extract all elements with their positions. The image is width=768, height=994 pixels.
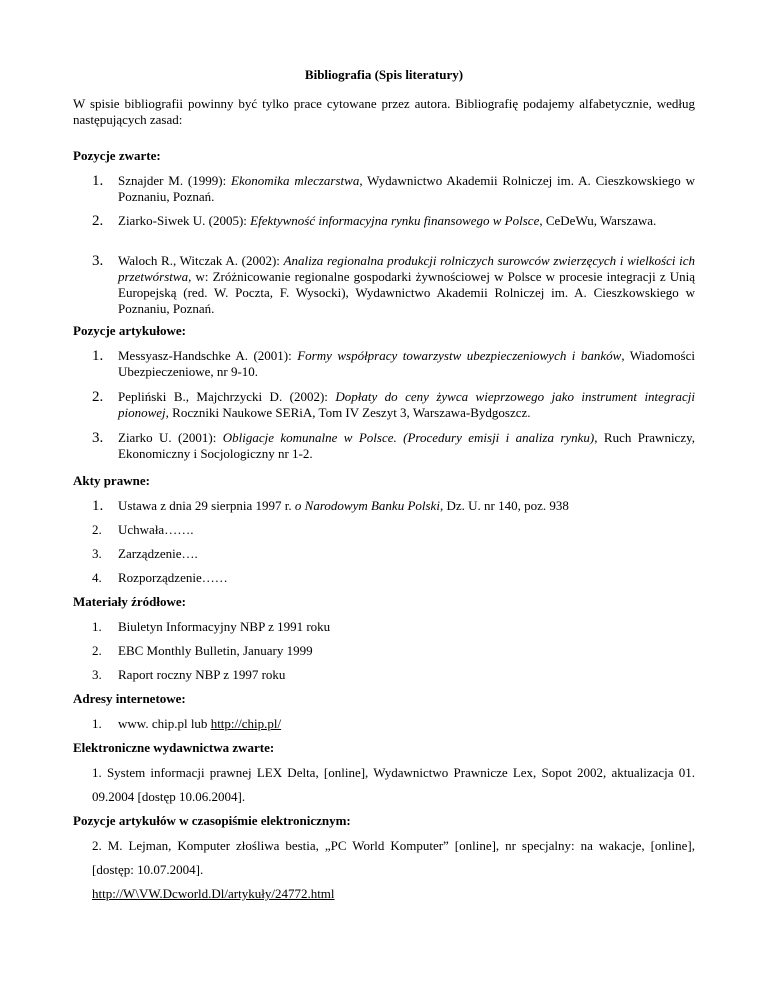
heading-pozycje-artykulowe: Pozycje artykułowe: [73, 323, 186, 338]
heading-pozycje-zwarte: Pozycje zwarte: [73, 148, 161, 163]
list-item: 2. M. Lejman, Komputer złośliwa bestia, „PC World Komputer” [online], nr specjalny: na wakacje, [online], [dostęp: 10.07.2004]. [92, 838, 695, 877]
list-item: 2. Ziarko-Siwek U. (2005): Efektywność informacyjna rynku finansowego w Polsce, CeDeWu, Warszawa. [92, 213, 657, 229]
chip-link[interactable]: http://chip.pl/ [210, 716, 282, 731]
list-item: 3. Zarządzenie…. [92, 546, 198, 561]
list-item: 2. Uchwała……. [92, 522, 194, 537]
heading-akty-prawne: Akty prawne: [73, 473, 150, 488]
page-title: Bibliografia (Spis literatury) [304, 67, 464, 82]
list-item: 1. Sznajder M. (1999): Ekonomika mleczarstwa, Wydawnictwo Akademii Rolniczej im. A. Cieszkowskiego w Poznaniu, Poznań. [92, 173, 696, 204]
list-item: 1. www. chip.pl lub http://chip.pl/ [92, 716, 282, 731]
heading-materialy-zrodlowe: Materiały źródłowe: [73, 594, 186, 609]
heading-adresy-internetowe: Adresy internetowe: [73, 691, 186, 706]
list-item: 3. Waloch R., Witczak A. (2002): Analiza regionalna produkcji rolniczych surowców zwierzęcych i wielkości ich przetwórstwa, w: Zróżnicowanie regionalne gospodarki żywnościowej w Polsce w procesie integracji z Unią Europejską (red. W. Poczta, F. Wysocki), Wydawnictwo Akademii Rolniczej im. A. Cieszkowskiego w Poznaniu, Poznań. [92, 253, 696, 316]
heading-czasopismo-elektroniczne: Pozycje artykułów w czasopiśmie elektronicznym: [73, 813, 351, 828]
list-item: 3. Ziarko U. (2001): Obligacje komunalne w Polsce. (Procedury emisji i analiza rynku), Ruch Prawniczy, Ekonomiczny i Socjologiczny nr 1-2. [92, 430, 696, 461]
list-item: 1. Messyasz-Handschke A. (2001): Formy współpracy towarzystw ubezpieczeniowych i banków, Wiadomości Ubezpieczeniowe, nr 9-10. [92, 348, 695, 379]
list-item: 4. Rozporządzenie…… [92, 570, 228, 585]
list-item: 1. Ustawa z dnia 29 sierpnia 1997 r. o Narodowym Banku Polski, Dz. U. nr 140, poz. 938 [92, 498, 569, 514]
list-item: 1. Biuletyn Informacyjny NBP z 1991 roku [92, 619, 331, 634]
intro-paragraph: W spisie bibliografii powinny być tylko prace cytowane przez autora. Bibliografię podajemy alfabetycznie, według następujących zasad: [73, 96, 695, 127]
pcworld-link[interactable]: http://W\VW.Dcworld.Dl/artykuły/24772.html [92, 886, 335, 901]
list-item: 2. EBC Monthly Bulletin, January 1999 [92, 643, 313, 658]
list-item: 3. Raport roczny NBP z 1997 roku [92, 667, 286, 682]
pcworld-link-line [92, 882, 695, 906]
list-item: 1. System informacji prawnej LEX Delta, [online], Wydawnictwo Prawnicze Lex, Sopot 2002, aktualizacja 01. 09.2004 [dostęp 10.06.2004]. [92, 765, 695, 804]
heading-elektroniczne-wydawnictwa: Elektroniczne wydawnictwa zwarte: [73, 740, 275, 755]
list-item: 2. Pepliński B., Majchrzycki D. (2002): Dopłaty do ceny żywca wieprzowego jako instrument integracji pionowej, Roczniki Naukowe SERiA, Tom IV Zeszyt 3, Warszawa-Bydgoszcz. [92, 389, 695, 420]
